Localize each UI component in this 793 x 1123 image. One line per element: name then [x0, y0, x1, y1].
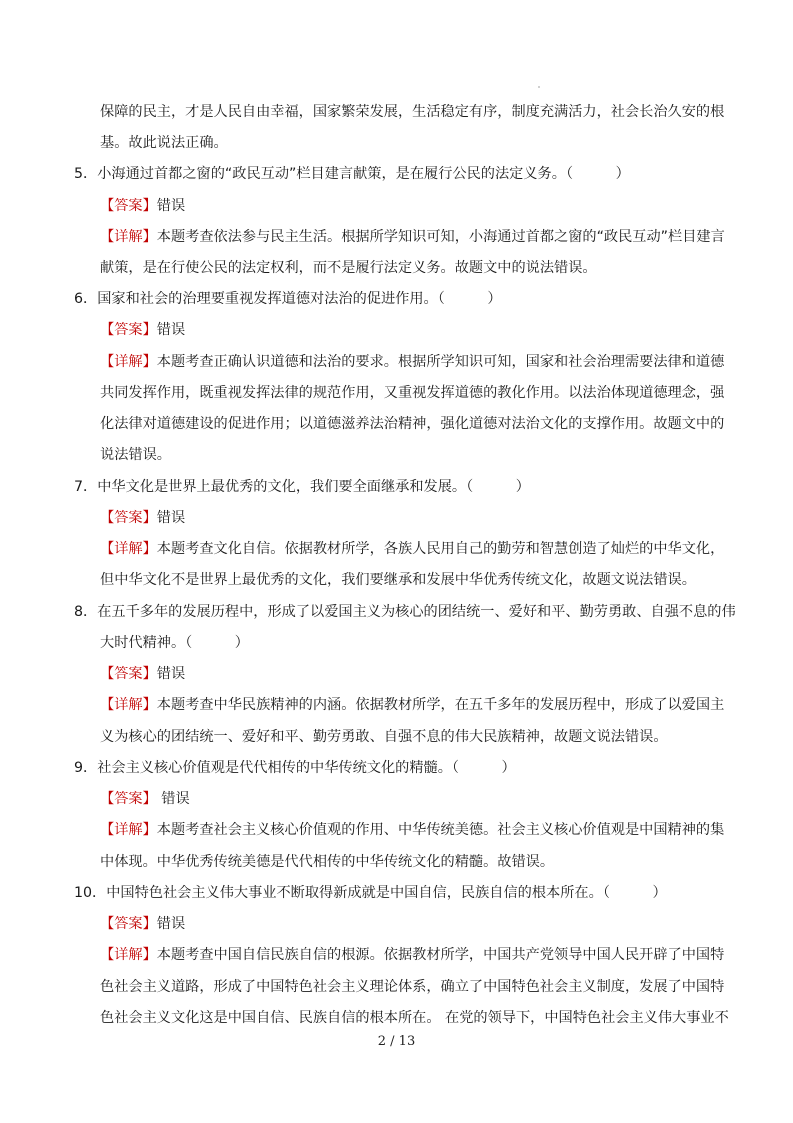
detail-9: [100, 820, 724, 840]
answer-value: 错误: [156, 791, 190, 807]
answer-value: 错误: [156, 666, 186, 682]
answer-value: 错误: [156, 322, 186, 338]
detail-text: 本题考查依法参与民主生活。根据所学知识可知，小海通过首都之窗的“政民互动”栏目建言: [156, 229, 725, 245]
detail-6-line: 共同发挥作用，既重视发挥法律的规范作用，又重视发挥道德的教化作用。以法治体现道德理念，强: [100, 385, 725, 401]
answer-value: 错误: [156, 916, 186, 932]
detail-7: [100, 539, 724, 559]
detail-7-line: 但中华文化不是世界上最优秀的文化，我们要继承和发展中华优秀传统文化，故题文说法错误。: [100, 572, 696, 588]
detail-10: [100, 945, 724, 965]
answer-9: [100, 789, 190, 809]
answer-tag: 【答案】: [100, 322, 157, 338]
detail-tag: 【详解】: [100, 697, 157, 713]
question-10: 10．中国特色社会主义伟大事业不断取得新成就是中国自信，民族自信的根本所在。（ ）: [74, 885, 667, 901]
detail-10-line: 色社会主义文化这是中国自信、民族自信的根本所在。 在党的领导下，中国特色社会主义伟大事业不: [100, 1010, 729, 1026]
detail-8-line: 义为核心的团结统一、爱好和平、勤劳勇敢、自强不息的伟大民族精神，故题文说法错误。: [100, 729, 668, 745]
answer-tag: 【答案】: [100, 198, 157, 214]
detail-5-line: 献策，是在行使公民的法定权利，而不是履行法定义务。故题文中的说法错误。: [100, 260, 597, 276]
detail-text: 本题考查中华民族精神的内涵。依据教材所学，在五千多年的发展历程中，形成了以爱国主: [156, 697, 725, 713]
question-8-line: 大时代精神。（ ）: [100, 635, 249, 651]
question-5: 5．小海通过首都之窗的“政民互动”栏目建言献策，是在履行公民的法定义务。（ ）: [74, 166, 630, 182]
detail-tag: 【详解】: [100, 354, 157, 370]
answer-tag: 【答案】: [100, 510, 157, 526]
answer-tag: 【答案】: [100, 791, 157, 807]
detail-tag: 【详解】: [100, 947, 157, 963]
detail-text: 本题考查社会主义核心价值观的作用、中华传统美德。社会主义核心价值观是中国精神的集: [156, 822, 725, 838]
detail-text: 本题考查中国自信民族自信的根源。依据教材所学，中国共产党领导中国人民开辟了中国特: [156, 947, 725, 963]
detail-6-line: 说法错误。: [100, 447, 171, 463]
answer-7: [100, 508, 185, 528]
continuation-line: 保障的民主，才是人民自由幸福，国家繁荣发展，生活稳定有序，制度充满活力，社会长治久安的根: [100, 104, 725, 120]
scan-speck: [538, 86, 540, 88]
answer-10: [100, 914, 185, 934]
answer-8: [100, 664, 185, 684]
answer-6: [100, 320, 185, 340]
continuation-line: 基。故此说法正确。: [100, 135, 228, 151]
detail-5: [100, 227, 725, 247]
answer-5: [100, 196, 185, 216]
detail-tag: 【详解】: [100, 541, 157, 557]
page-number: 2 / 13: [377, 1034, 416, 1049]
answer-tag: 【答案】: [100, 916, 157, 932]
detail-10-line: 色社会主义道路，形成了中国特色社会主义理论体系，确立了中国特色社会主义制度，发展了中国特: [100, 979, 725, 995]
answer-value: 错误: [156, 198, 186, 214]
question-7: 7．中华文化是世界上最优秀的文化，我们要全面继承和发展。（ ）: [74, 479, 530, 495]
question-8: 8．在五千多年的发展历程中，形成了以爱国主义为核心的团结统一、爱好和平、勤劳勇敢、自强不息的伟: [74, 604, 736, 620]
detail-tag: 【详解】: [100, 822, 157, 838]
detail-8: [100, 695, 724, 715]
detail-6: [100, 352, 724, 372]
detail-9-line: 中体现。中华优秀传统美德是代代相传的中华传统文化的精髓。故错误。: [100, 854, 555, 870]
detail-text: 本题考查正确认识道德和法治的要求。根据所学知识可知，国家和社会治理需要法律和道德: [156, 354, 725, 370]
detail-text: 本题考查文化自信。依据教材所学，各族人民用自己的勤劳和智慧创造了灿烂的中华文化，: [156, 541, 725, 557]
detail-tag: 【详解】: [100, 229, 157, 245]
question-9: 9．社会主义核心价值观是代代相传的中华传统文化的精髓。（ ）: [74, 760, 516, 776]
answer-value: 错误: [156, 510, 186, 526]
detail-6-line: 化法律对道德建设的促进作用；以道德滋养法治精神，强化道德对法治文化的支撑作用。故题文中的: [100, 416, 725, 432]
answer-tag: 【答案】: [100, 666, 157, 682]
question-6: 6．国家和社会的治理要重视发挥道德对法治的促进作用。（ ）: [74, 291, 502, 307]
